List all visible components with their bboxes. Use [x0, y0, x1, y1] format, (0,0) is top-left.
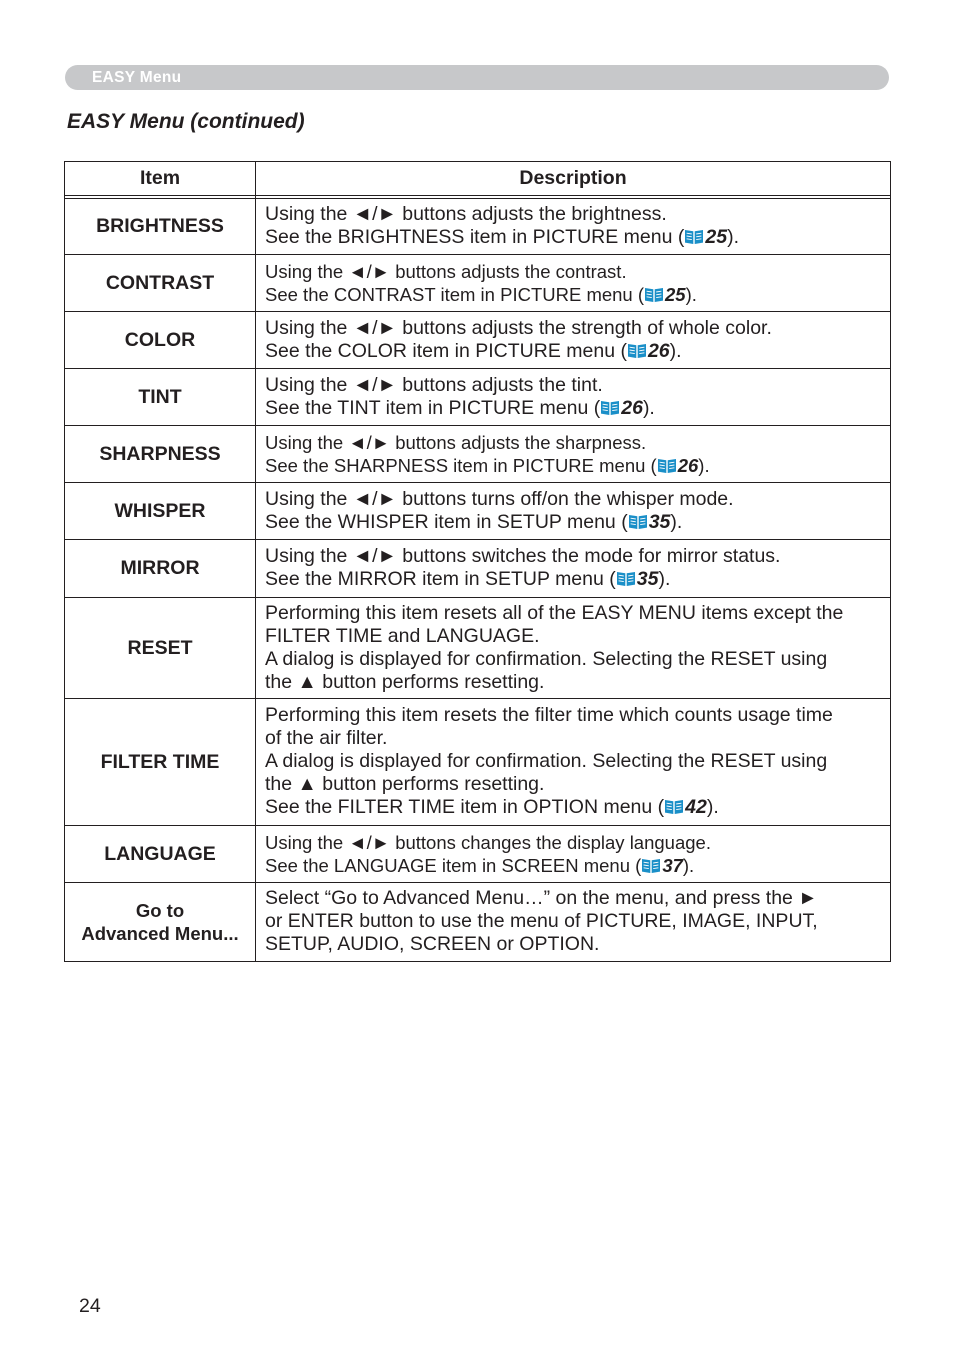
- description-reference-line: See the WHISPER item in SETUP menu ( 35).: [265, 510, 683, 533]
- description-reference-line: See the FILTER TIME item in OPTION menu ( 42).: [265, 796, 719, 818]
- item-name: MIRROR: [65, 540, 256, 598]
- description-line: the ▲ button performs resetting.: [265, 670, 545, 693]
- description-line: FILTER TIME and LANGUAGE.: [265, 624, 540, 647]
- description-line: Using the ◄/► buttons adjusts the strength of whole color.: [265, 316, 772, 339]
- description-line: Using the ◄/► buttons adjusts the tint.: [265, 373, 603, 396]
- item-name: FILTER TIME: [65, 699, 256, 826]
- item-name: BRIGHTNESS: [65, 199, 256, 255]
- table-row: [65, 255, 891, 312]
- book-reference-icon: [684, 228, 704, 245]
- section-header-bar: [65, 65, 889, 90]
- item-description: [256, 540, 891, 598]
- page-reference[interactable]: 42: [685, 796, 707, 818]
- table-row: [65, 369, 891, 426]
- item-description: [256, 255, 891, 312]
- item-name: SHARPNESS: [65, 426, 256, 483]
- description-line: the ▲ button performs resetting.: [265, 773, 545, 795]
- page-reference[interactable]: 25: [705, 226, 728, 248]
- item-name-line: Advanced Menu...: [81, 923, 239, 944]
- item-name: CONTRAST: [65, 255, 256, 312]
- description-line: Performing this item resets the filter time which counts usage time: [265, 704, 833, 726]
- description-reference-line: See the BRIGHTNESS item in PICTURE menu ( 25).: [265, 226, 739, 248]
- table-header-row: [65, 162, 891, 196]
- column-header-item: Item: [65, 162, 256, 196]
- table-row: [65, 826, 891, 883]
- table-row: [65, 883, 891, 962]
- description-line: Using the ◄/► buttons adjusts the contrast.: [265, 260, 627, 282]
- description-line: or ENTER button to use the menu of PICTURE, IMAGE, INPUT,: [265, 910, 818, 932]
- page-number: 24: [79, 1295, 101, 1317]
- item-name-line: Go to: [135, 900, 185, 921]
- description-line: SETUP, AUDIO, SCREEN or OPTION.: [265, 933, 600, 955]
- description-line: Using the ◄/► buttons changes the display language.: [265, 831, 711, 853]
- description-reference-line: See the TINT item in PICTURE menu ( 26).: [265, 396, 655, 419]
- page-reference[interactable]: 35: [636, 568, 659, 590]
- description-line: Using the ◄/► buttons adjusts the sharpness.: [265, 431, 647, 453]
- item-description: [256, 883, 891, 962]
- table-row: [65, 598, 891, 699]
- item-description: [256, 699, 891, 826]
- description-line: Select “Go to Advanced Menu…” on the menu, and press the ►: [265, 887, 818, 909]
- description-reference-line: See the CONTRAST item in PICTURE menu ( 25).: [265, 283, 697, 305]
- description-line: A dialog is displayed for confirmation. Selecting the RESET using: [265, 750, 828, 772]
- description-reference-line: See the COLOR item in PICTURE menu ( 26).: [265, 339, 682, 362]
- table-row: [65, 483, 891, 540]
- description-line: Using the ◄/► buttons switches the mode for mirror status.: [265, 545, 781, 567]
- table-row: [65, 426, 891, 483]
- description-line: Performing this item resets all of the EASY MENU items except the: [265, 601, 844, 624]
- table-row: [65, 199, 891, 255]
- table-row: [65, 312, 891, 369]
- item-name: COLOR: [65, 312, 256, 369]
- table-row: [65, 699, 891, 826]
- page-title: EASY Menu (continued): [67, 110, 305, 133]
- item-description: [256, 199, 891, 255]
- description-reference-line: See the SHARPNESS item in PICTURE menu ( 26).: [265, 454, 710, 476]
- description-line: Using the ◄/► buttons turns off/on the whisper mode.: [265, 487, 734, 510]
- description-reference-line: See the MIRROR item in SETUP menu ( 35).: [265, 568, 671, 590]
- book-reference-icon: [600, 399, 620, 416]
- book-reference-icon: [627, 342, 647, 359]
- easy-menu-table: [64, 161, 891, 962]
- item-description: [256, 312, 891, 369]
- book-reference-icon: [628, 513, 648, 530]
- page-reference[interactable]: 35: [648, 510, 671, 533]
- description-line: A dialog is displayed for confirmation. Selecting the RESET using: [265, 647, 828, 670]
- item-description: [256, 483, 891, 540]
- item-description: [256, 598, 891, 699]
- book-reference-icon: [616, 570, 636, 587]
- page-reference[interactable]: 26: [677, 454, 699, 476]
- item-name: WHISPER: [65, 483, 256, 540]
- item-description: [256, 826, 891, 883]
- item-description: [256, 426, 891, 483]
- section-label: EASY Menu: [92, 69, 182, 86]
- description-line: of the air filter.: [265, 727, 388, 749]
- item-name: RESET: [65, 598, 256, 699]
- page-reference[interactable]: 37: [662, 854, 683, 876]
- column-header-description: Description: [256, 162, 891, 196]
- item-name: LANGUAGE: [65, 826, 256, 883]
- table-row: [65, 540, 891, 598]
- page-reference[interactable]: 25: [665, 283, 686, 305]
- description-line: Using the ◄/► buttons adjusts the brightness.: [265, 203, 667, 225]
- book-reference-icon: [664, 798, 684, 815]
- page-reference[interactable]: 26: [647, 339, 670, 362]
- description-reference-line: See the LANGUAGE item in SCREEN menu ( 37).: [265, 854, 695, 876]
- book-reference-icon: [657, 456, 677, 473]
- page-reference[interactable]: 26: [621, 396, 643, 419]
- item-description: [256, 369, 891, 426]
- book-reference-icon: [644, 285, 664, 302]
- book-reference-icon: [641, 856, 661, 873]
- item-name: [65, 883, 256, 962]
- item-name: TINT: [65, 369, 256, 426]
